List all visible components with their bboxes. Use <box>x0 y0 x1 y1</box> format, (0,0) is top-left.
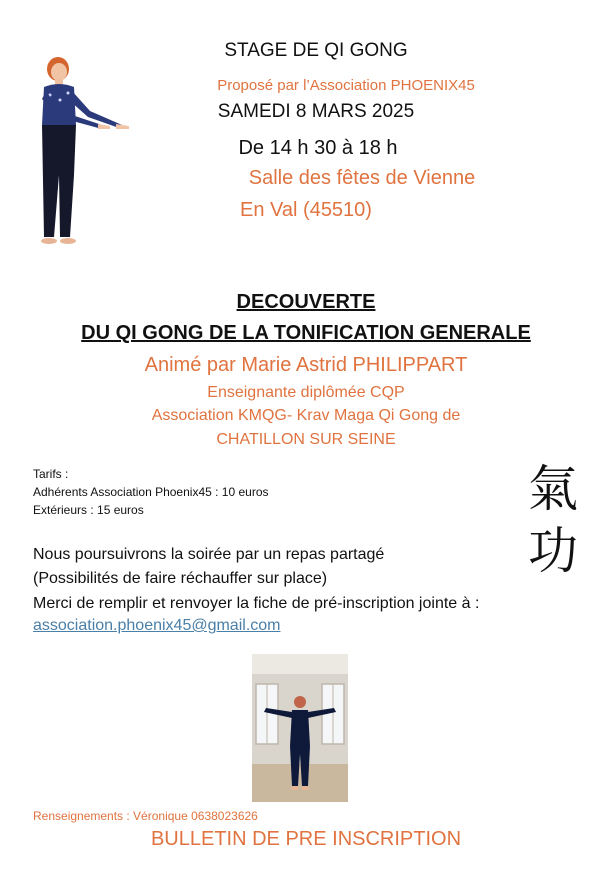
instructor-credential: Enseignante diplômée CQP <box>207 384 405 401</box>
stage-title: STAGE DE QI GONG <box>224 40 408 61</box>
tarif-members: Adhérents Association Phoenix45 : 10 euros <box>33 485 269 499</box>
info-reheat: (Possibilités de faire réchauffer sur place) <box>33 570 328 587</box>
instructor-name: Animé par Marie Astrid PHILIPPART <box>144 354 468 376</box>
info-meal: Nous poursuivrons la soirée par un repas partagé <box>33 546 385 563</box>
contact-info: Renseignements : Véronique 0638023626 <box>33 809 258 823</box>
contact-email-link[interactable]: association.phoenix45@gmail.com <box>33 617 281 634</box>
instructor-city: CHATILLON SUR SEINE <box>216 431 396 448</box>
discovery-heading: DECOUVERTE <box>236 291 376 313</box>
info-registration: Merci de remplir et renvoyer la fiche de pré-inscription jointe à : <box>33 595 480 612</box>
event-time: De 14 h 30 à 18 h <box>238 137 398 159</box>
tarif-external: Extérieurs : 15 euros <box>33 503 144 517</box>
event-date: SAMEDI 8 MARS 2025 <box>217 101 415 122</box>
organizer-line: Proposé par l’Association PHOENIX45 <box>217 77 475 94</box>
kanji-qi: 氣 <box>528 460 578 518</box>
tarifs-heading: Tarifs : <box>33 467 69 481</box>
qi-gong-calligraphy <box>522 458 584 588</box>
instructor-association: Association KMQG- Krav Maga Qi Gong de <box>151 407 461 424</box>
kanji-gong: 功 <box>528 522 578 580</box>
qi-gong-practice-photo <box>252 654 348 802</box>
bulletin-heading: BULLETIN DE PRE INSCRIPTION <box>150 828 462 850</box>
venue-line-1: Salle des fêtes de Vienne <box>248 167 476 189</box>
discovery-subheading: DU QI GONG DE LA TONIFICATION GENERALE <box>81 322 531 344</box>
venue-line-2: En Val (45510) <box>240 199 372 221</box>
